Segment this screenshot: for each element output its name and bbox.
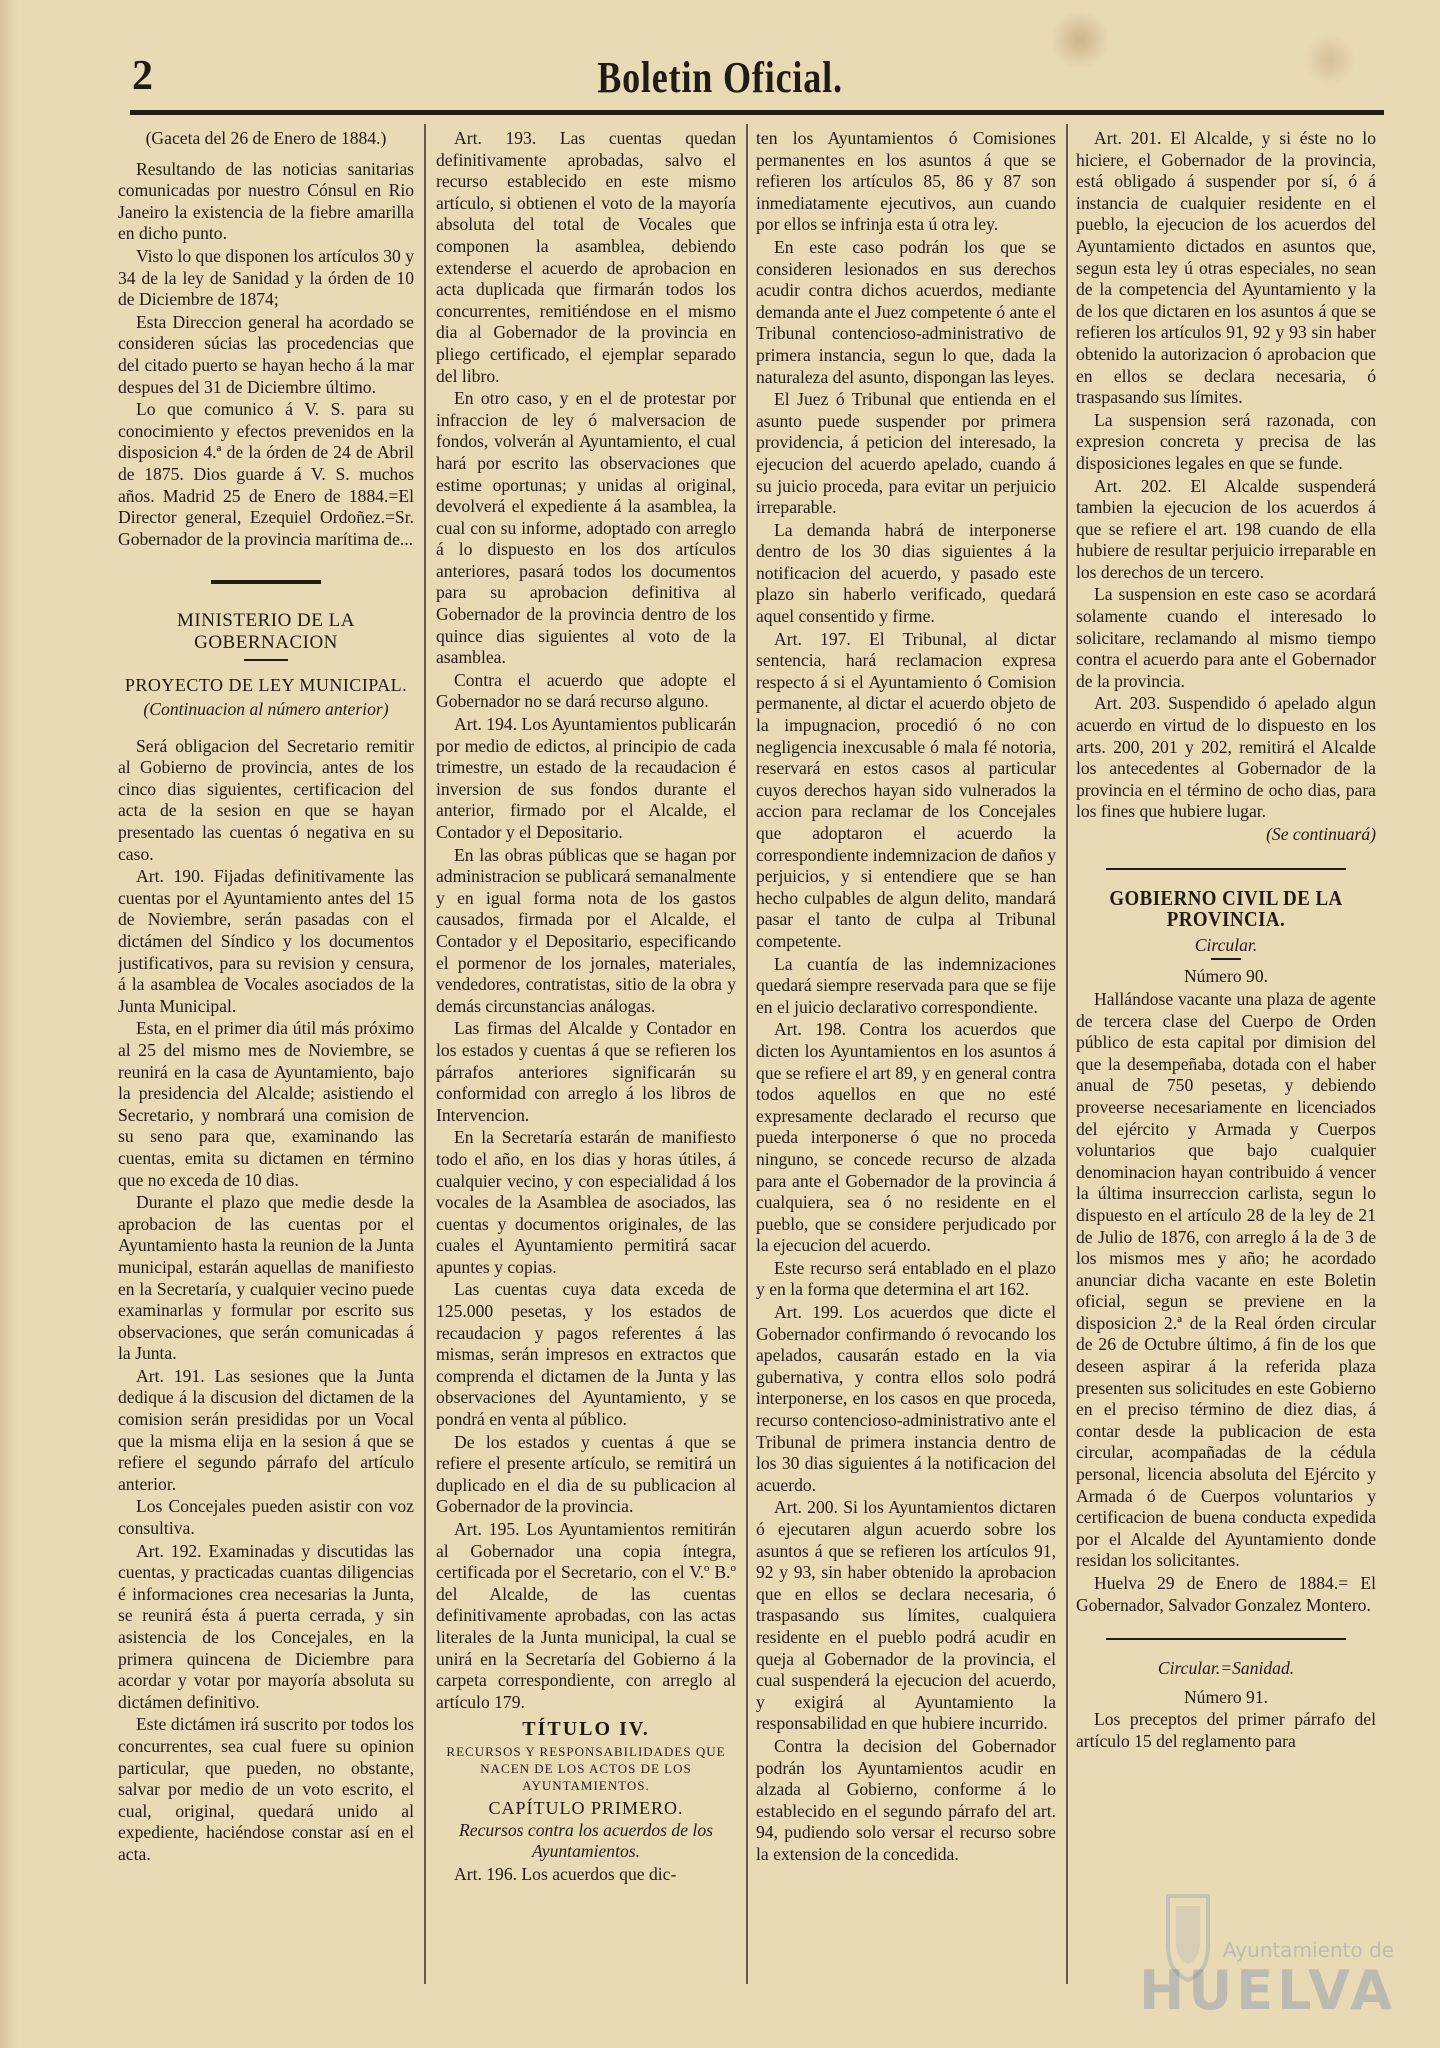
paragraph: Art. 190. Fijadas definitivamente las cuentas por el Ayuntamiento antes del 15 de Noviembre, serán pasadas con el dictámen del Síndico y los documentos justificativos, para su revision y censura, á la asamblea de Vocales asociados de la Junta Municipal. — [118, 866, 414, 1016]
paragraph: En las obras públicas que se hagan por administracion se publicará semanalmente y en igual forma nota de los gastos causados, firmada por el Alcalde, el Contador y el Depositario, especificando el pormenor de los jornales, materiales, vendedores, contratistas, sitio de la obra y demás circunstancias análogas. — [436, 844, 736, 1016]
column-1 — [118, 128, 414, 2018]
chapter-heading: CAPÍTULO PRIMERO. — [488, 1797, 684, 1818]
column-divider — [746, 124, 748, 1984]
paragraph: Art. 194. Los Ayuntamientos publicarán por medio de edictos, al principio de cada trimestre, un estado de la recaudacion é inversion de sus fondos durante el anterior, firmado por el Alcalde, el Contador y el Depositario. — [436, 714, 736, 842]
sub-heading: PROYECTO DE LEY MUNICIPAL. — [124, 675, 408, 696]
paragraph: Este dictámen irá suscrito por todos los concurrentes, sea cual fuere su opinion particular, que pueden, no obstante, salvar por medio de un voto escrito, el cual, original, quedará unido al expediente, haciéndose constar así en el acta. — [118, 1714, 414, 1864]
paragraph: Las cuentas cuya data exceda de 125.000 pesetas, y los estados de recaudacion y pagos referentes á las mismas, serán impresos en extractos que comprenda el dictamen de la Junta y las observaciones del Ayuntamiento, y se pondrá en venta al público. — [436, 1279, 736, 1430]
circular-label: Circular. — [1194, 934, 1258, 955]
paragraph: La suspension será razonada, con expresion concreta y precisa de las disposiciones legales en que se funde. — [1076, 409, 1376, 473]
section-rule — [1106, 1638, 1346, 1640]
continuation-note: (Continuacion al número anterior) — [143, 699, 389, 720]
title-subheading: RECURSOS Y RESPONSABILIDADES QUE NACEN DE LOS ACTOS DE LOS AYUNTAMIENTOS. — [446, 1743, 726, 1793]
paragraph: En este caso podrán los que se consideren lesionados en sus derechos acudir contra dichos acuerdos, mediante demanda ante el Juez competente ó ante el Tribunal contencioso-administrativo de primera instancia, segun lo que, dada la naturaleza del asunto, dispongan las leyes. — [756, 236, 1056, 387]
circular-label: Circular.=Sanidad. — [1157, 1658, 1295, 1679]
paragraph: Será obligacion del Secretario remitir al Gobierno de provincia, antes de los cinco dias siguientes, certificacion del acta de la sesion en que se hayan presentado las cuentas ó negativa en su caso. — [118, 735, 414, 864]
paragraph: Huelva 29 de Enero de 1884.= El Gobernador, Salvador Gonzalez Montero. — [1076, 1573, 1376, 1615]
paragraph: Los Concejales pueden asistir con voz consultiva. — [118, 1496, 414, 1539]
paragraph: Este recurso será entablado en el plazo y en la forma que determina el art 162. — [756, 1257, 1056, 1300]
continuation-note: (Se continuará) — [1266, 824, 1376, 844]
paragraph: Art. 203. Suspendido ó apelado algun acuerdo en virtud de lo dispuesto en los arts. 200, 201 y 202, remitirá el Alcalde los antecedentes al Gobernador de la provincia en el término de ocho dias, para los fines que hubiere lugar. — [1076, 693, 1376, 822]
paragraph: Hallándose vacante una plaza de agente de tercera clase del Cuerpo de Orden público de esta capital por dimision del que la desempeñaba, dotada con el haber anual de 750 pesetas, y debiendo proveerse necesariamente en licenciados del ejército y Armada y Cuerpos voluntarios que bajo cualquier denominacion hayan contribuido á vencer la última insurreccion carlista, segun lo dispuesto en el artículo 28 de la ley de 21 de Julio de 1876, con arreglo á la de 3 de los mismos mes y año; he acordado anunciar dicha vacante en este Boletin oficial, segun se previene en la disposicion 2.ª de la Real órden circular de 26 de Octubre último, á fin de los que deseen aspirar á la referida plaza presenten sus solicitudes en este Gobierno en el preciso término de diez dias, á contar desde la publicacion de esta circular, acompañadas de la cédula personal, licencia absoluta del Ejército y Armada ó de Cuerpos voluntarios y certificacion de buena conducta expedida por el Alcalde del Ayuntamiento donde residan los solicitantes. — [1076, 988, 1376, 1571]
newspaper-title: Boletin Oficial. — [597, 53, 843, 102]
watermark-text: HUELVA — [1139, 1959, 1396, 2022]
paragraph: Art. 202. El Alcalde suspenderá tambien la ejecucion de los acuerdos á que se refiere el art. 198 cuando de ella hubiere de resultar perjuicio irreparable en los derechos de un tercero. — [1076, 475, 1376, 582]
paragraph: Visto lo que disponen los artículos 30 y 34 de la ley de Sanidad y la órden de 10 de Diciembre de 1874; — [118, 245, 414, 310]
paragraph: Contra el acuerdo que adopte el Gobernador no se dará recurso alguno. — [436, 669, 736, 712]
paragraph: Art. 200. Si los Ayuntamientos dictaren ó ejecutaren algun acuerdo sobre los asuntos á que se refieren los artículos 91, 92 y 93, sin haber obtenido la aprobacion que en ellos se declara necesaria, ó traspasando sus límites, cualquiera residente en el pueblo podrá acudir en queja al Gobernador de la provincia, el cual suspenderá la ejecucion del acuerdo, y exigirá al Ayuntamiento la responsabilidad en que hubiere incurrido. — [756, 1497, 1056, 1734]
header-rule — [130, 110, 1384, 115]
paragraph: Durante el plazo que medie desde la aprobacion de las cuentas por el Ayuntamiento hasta la reunion de la Junta municipal, estarán aquellas de manifiesto en la Secretaría, y cualquier vecino puede examinarlas y formular por escrito sus observaciones, que serán comunicadas á la Junta. — [118, 1192, 414, 1364]
paragraph: Art. 199. Los acuerdos que dicte el Gobernador confirmando ó revocando los apelados, causarán estado en la via gubernativa, y contra ellos solo podrá interponerse, en los casos en que proceda, recurso contencioso-administrativo ante el Tribunal de primera instancia dentro de los 30 dias siguientes á la notificacion del acuerdo. — [756, 1302, 1056, 1495]
paragraph: Art. 197. El Tribunal, al dictar sentencia, hará reclamacion expresa respecto á si el Ayuntamiento ó Comision permanente, al dictar el acuerdo objeto de la impugnacion, procedió ó no con negligencia inexcusable ó mala fé notoria, reservará en estos casos al particular cuyos derechos hayan sido vulnerados la accion para reclamar de los Concejales que adoptaron el acuerdo la correspondiente indemnizacion de daños y perjuicios, y si entendiere que se han hecho culpables de algun delito, mandará pasar el tanto de culpa al Tribunal competente. — [756, 628, 1056, 951]
column-4 — [1076, 128, 1376, 2018]
paragraph: Art. 193. Las cuentas quedan definitivamente aprobadas, salvo el recurso establecido en este mismo artículo, si obtienen el voto de la mayoría absoluta del total de Vocales que componen la asamblea, debiendo extenderse el acuerdo de aprobacion en acta duplicada que firmarán todos los concurrentes, remitiéndose en el mismo dia al Gobernador de la provincia en pliego certificado, el ejemplar separado del libro. — [436, 128, 736, 386]
notice-number: Número 90. — [1183, 966, 1269, 987]
paragraph: Las firmas del Alcalde y Contador en los estados y cuentas á que se refieren los párrafos anteriores significarán su conformidad con arreglo á los libros de Intervencion. — [436, 1018, 736, 1125]
paragraph: Los preceptos del primer párrafo del artículo 15 del reglamento para — [1076, 1709, 1376, 1751]
paragraph: Art. 196. Los acuerdos que dic- — [454, 1863, 677, 1884]
paragraph: Resultando de las noticias sanitarias comunicadas por nuestro Cónsul en Rio Janeiro la existencia de la fiebre amarilla en dicho punto. — [118, 158, 414, 244]
column-divider — [424, 124, 426, 1984]
section-rule — [211, 580, 321, 584]
notice-number: Número 91. — [1183, 1686, 1269, 1707]
paragraph: El Juez ó Tribunal que entienda en el asunto puede suspender por primera providencia, á peticion del interesado, la ejecucion del acuerdo apelado, cuando á su juicio proceda, para evitar un perjuicio irreparable. — [756, 389, 1056, 518]
paragraph: Contra la decision del Gobernador podrán los Ayuntamientos acudir en alzada al Gobierno, conforme á lo establecido en el segundo párrafo del art. 94, pudiendo solo versar el recurso sobre la extension de la concedida. — [756, 1735, 1056, 1864]
paragraph: En otro caso, y en el de protestar por infraccion de ley ó malversacion de fondos, volverán al Ayuntamiento, el cual hará por escrito las observaciones que estime oportunas; y unidas al original, devolverá el expediente á la asamblea, la cual con su informe, adoptado con arreglo á lo dispuesto en los dos artículos anteriores, pasará todos los documentos para su aprobacion definitiva al Gobernador de la provincia dentro de los quince dias siguientes al voto de la asamblea. — [436, 388, 736, 668]
paragraph: La suspension en este caso se acordará solamente cuando el interesado lo solicitare, reclamando al mismo tiempo contra el acuerdo para ante el Gobernador de la provincia. — [1076, 584, 1376, 691]
paragraph: Art. 201. El Alcalde, y si éste no lo hiciere, el Gobernador de la provincia, está obligado á suspender por sí, ó á instancia de cualquier residente en el pueblo, la ejecucion de los acuerdos del Ayuntamiento dictados en asuntos que, segun esta ley ú otras especiales, no sean de la competencia del Ayuntamiento y la de los que dictaren en los asuntos á que se refieren los artículos 91, 92 y 93 sin haber obtenido la autorizacion ó aprobacion que en ellos se declara necesaria, ó traspasando sus límites. — [1076, 128, 1376, 408]
paragraph: De los estados y cuentas á que se refiere el presente artículo, se remitirá un duplicado en el dia de su publicacion al Gobernador de la provincia. — [436, 1431, 736, 1517]
paragraph: La cuantía de las indemnizaciones quedará siempre reservada para que se fije en el juicio declarativo correspondiente. — [756, 953, 1056, 1017]
dash-divider — [244, 659, 288, 661]
paragraph: Art. 198. Contra los acuerdos que dicten los Ayuntamientos en los asuntos á que se refiere el art 89, y en general contra todos aquellos en que no esté expresamente declarado el recurso que pueda interponerse ó que no proceda ninguno, se concede recurso de alzada para ante el Gobernador de la provincia á cualquiera, sea ó no residente en el pueblo, que se considere perjudicado por la ejecucion del acuerdo. — [756, 1019, 1056, 1256]
paragraph: ten los Ayuntamientos ó Comisiones permanentes en los asuntos á que se refieren los artículos 85, 86 y 87 son inmediatamente ejecutivos, aun cuando por ellos se infrinja esta ú otra ley. — [756, 128, 1056, 235]
column-2 — [436, 128, 736, 2018]
paragraph: Esta, en el primer dia útil más próximo al 25 del mismo mes de Noviembre, se reunirá en la casa de Ayuntamiento, bajo la presidencia del Alcalde; asistiendo el Secretario, y nombrará una comision de su seno para que, examinando las cuentas, emita su dictamen en término que no exceda de 10 dias. — [118, 1018, 414, 1190]
section-rule — [1106, 868, 1346, 870]
paragraph: Art. 195. Los Ayuntamientos remitirán al Gobernador una copia íntegra, certificada por el Secretario, con el V.º B.º del Alcalde, de las cuentas definitivamente aprobadas, con las actas literales de la Junta municipal, la cual se unirá en la Secretaría del Gobierno á la carpeta correspondiente, con arreglo al artículo 179. — [436, 1519, 736, 1712]
paragraph: Esta Direccion general ha acordado se consideren súcias las procedencias que del citado puerto se hayan hecho á la mar despues del 31 de Diciembre último. — [118, 311, 414, 397]
watermark-subtitle: Ayuntamiento de — [1222, 1938, 1394, 1962]
paragraph: La demanda habrá de interponerse dentro de los 30 dias siguientes á la notificacion del acuerdo, y pasado este plazo sin haberlo verificado, quedará aquel consentido y firme. — [756, 519, 1056, 627]
paragraph: Lo que comunico á V. S. para su conocimiento y efectos prevenidos en la disposicion 4.ª de la órden de 24 de Abril de 1875. Dios guarde á V. S. muchos años. Madrid 25 de Enero de 1884.=El Director general, Ezequiel Ordoñez.=Sr. Gobernador de la provincia marítima de... — [118, 399, 414, 549]
paragraph: Art. 191. Las sesiones que la Junta dedique á la discusion del dictamen de la comision serán presididas por un Vocal que la misma elija en la sesion á que se refiere el segundo párrafo del artículo anterior. — [118, 1365, 414, 1494]
title-heading: TÍTULO IV. — [522, 1718, 650, 1741]
column-3 — [756, 128, 1056, 2018]
chapter-subheading: Recursos contra los acuerdos de los Ayuntamientos. — [459, 1819, 713, 1862]
paragraph: En la Secretaría estarán de manifiesto todo el año, en los dias y horas útiles, á cualquier vecino, y con especialidad á los vocales de la Asamblea de asociados, las cuentas y documentos originales, de las cuales el Ayuntamiento permitirá sacar apuntes y copias. — [436, 1127, 736, 1277]
column-divider — [1066, 124, 1068, 1984]
gaceta-date: (Gaceta del 26 de Enero de 1884.) — [145, 128, 387, 148]
page-number: 2 — [132, 53, 153, 99]
section-heading: MINISTERIO DE LA GOBERNACION — [177, 610, 355, 653]
dash-divider — [1211, 958, 1241, 960]
paragraph: Art. 192. Examinadas y discutidas las cuentas, y practicadas cuantas diligencias é informaciones crea necesarias la Junta, se reunirá ésta á puerta cerrada, y sin asistencia de los Concejales, en la primera quincena de Diciembre para acordar y votar por mayoría absoluta su dictámen definitivo. — [118, 1540, 414, 1712]
section-heading: GOBIERNO CIVIL DE LA PROVINCIA. — [1109, 885, 1343, 932]
